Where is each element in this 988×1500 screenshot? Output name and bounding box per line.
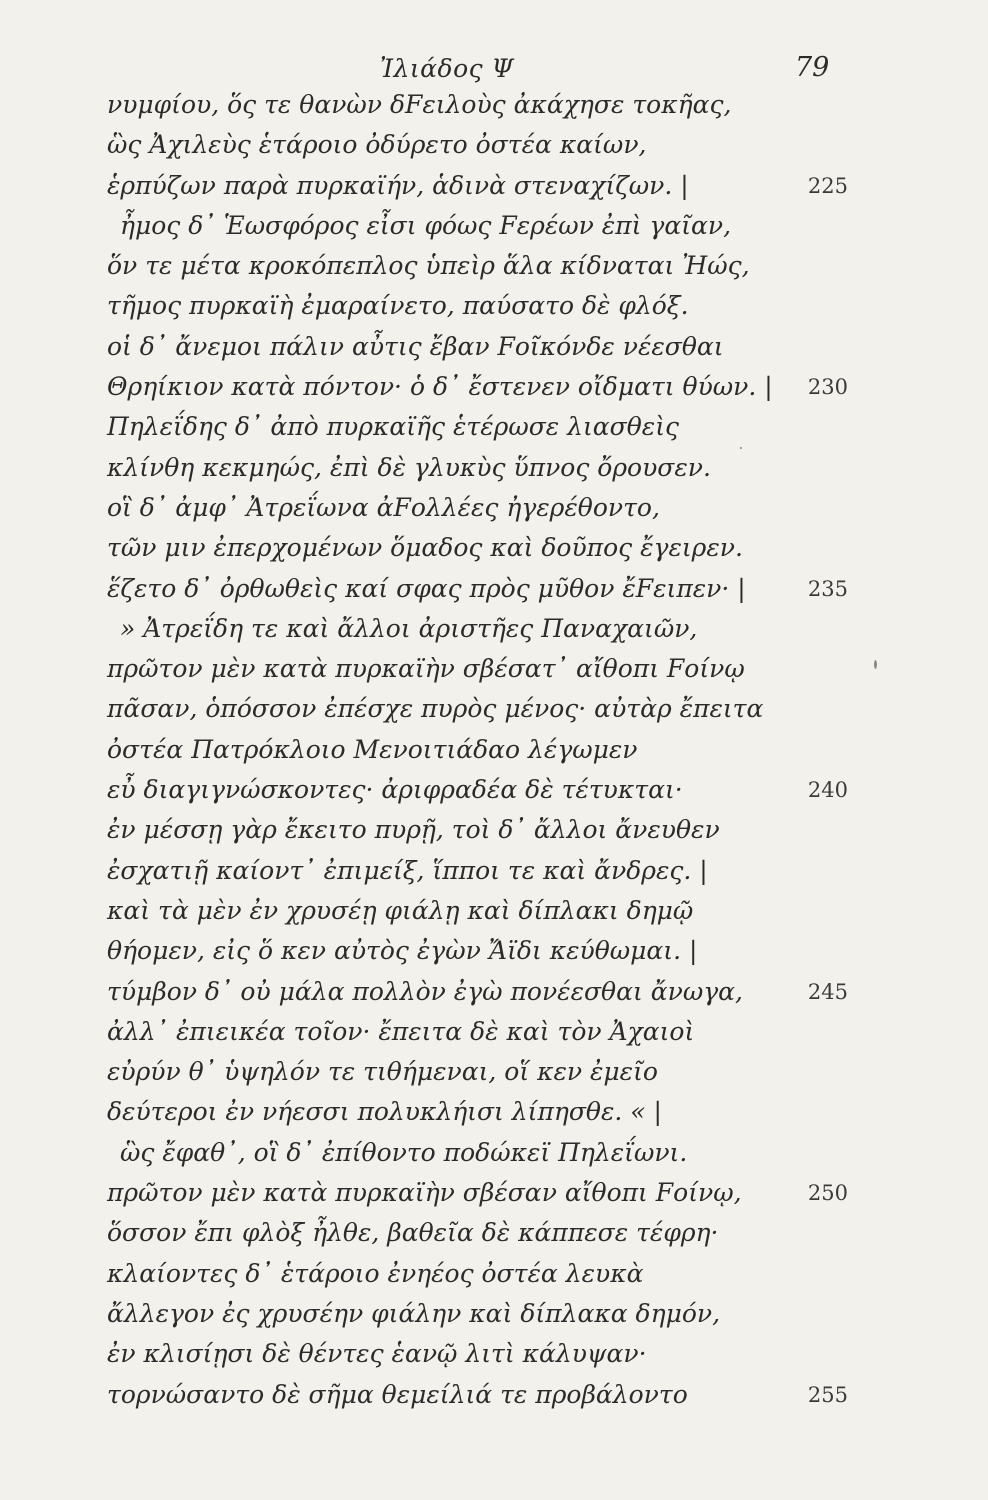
verse-line (0, 931, 988, 971)
verse-line (0, 1294, 988, 1334)
verse-text: ἑρπύζων παρὰ πυρκαϊήν, ἁδινὰ στεναχίζων. | (107, 170, 689, 200)
verse-text: οἱ δ᾽ ἄνεμοι πάλιν αὖτις ἔβαν Fοῖκόνδε νέεσθαι (107, 331, 724, 361)
verse-text: πρῶτον μὲν κατὰ πυρκαϊὴν σβέσαν αἴθοπι Fοίνῳ, (107, 1178, 742, 1208)
verse-text: καὶ τὰ μὲν ἐν χρυσέῃ φιάλῃ καὶ δίπλακι δημῷ (107, 895, 694, 925)
verse-text: ὅσσον ἔπι φλὸξ ἦλθε, βαθεῖα δὲ κάππεσε τέφρη· (107, 1218, 719, 1248)
verse-line (0, 327, 988, 367)
verse-line (0, 649, 988, 689)
verse-line (0, 1213, 988, 1253)
page-number: 79 (795, 52, 830, 83)
verse-text: δεύτεροι ἐν νήεσσι πολυκλήισι λίπησθε. « | (107, 1097, 662, 1127)
verse-line (0, 1173, 988, 1213)
verse-line (0, 488, 988, 528)
verse-line (0, 851, 988, 891)
verse-text: τῆμος πυρκαϊὴ ἐμαραίνετο, παύσατο δὲ φλόξ. (107, 291, 689, 321)
verse-text: ἐσχατιῇ καίοντ᾽ ἐπιμείξ, ἵπποι τε καὶ ἄνδρες. | (107, 855, 708, 885)
verse-text: κλαίοντες δ᾽ ἑτάροιο ἐνηέος ὀστέα λευκὰ (107, 1258, 644, 1288)
verse-text: » Ἀτρεΐδη τε καὶ ἄλλοι ἀριστῆες Παναχαιῶν, (120, 613, 698, 643)
verse-text: ὣς Ἀχιλεὺς ἑτάροιο ὀδύρετο ὀστέα καίων, (107, 130, 647, 160)
line-number: 240 (807, 778, 848, 803)
verse-text: τύμβον δ᾽ οὐ μάλα πολλὸν ἐγὼ πονέεσθαι ἄνωγα, (107, 976, 743, 1006)
verse-line (0, 1375, 988, 1415)
verse-text: ἄλλεγον ἐς χρυσέην φιάλην καὶ δίπλακα δημόν, (107, 1298, 721, 1328)
verse-line (0, 206, 988, 246)
verse-line (0, 407, 988, 447)
line-number: 235 (807, 576, 848, 601)
verse-line (0, 448, 988, 488)
verse-line (0, 286, 988, 326)
verse-text: ἐν κλισίῃσι δὲ θέντες ἑανῷ λιτὶ κάλυψαν· (107, 1339, 647, 1369)
verse-line (0, 609, 988, 649)
verse-line (0, 1052, 988, 1092)
verse-line (0, 972, 988, 1012)
verse-line (0, 891, 988, 931)
verse-line (0, 810, 988, 850)
verse-line (0, 125, 988, 165)
verse-line (0, 1012, 988, 1052)
paper-speck (740, 447, 742, 449)
verse-text: ἕζετο δ᾽ ὀρθωθεὶς καί σφας πρὸς μῦθον ἔFειπεν· | (107, 573, 746, 603)
verse-line (0, 85, 988, 125)
verse-line (0, 367, 988, 407)
verse-line (0, 1334, 988, 1374)
verse-line (0, 528, 988, 568)
verse-line (0, 730, 988, 770)
verse-text: εὖ διαγιγνώσκοντες· ἀριφραδέα δὲ τέτυκται· (107, 775, 683, 805)
verse-text: θήομεν, εἰς ὅ κεν αὐτὸς ἐγὼν Ἄϊδι κεύθωμαι. | (107, 936, 698, 966)
line-number: 245 (807, 979, 848, 1004)
verse-text: κλίνθη κεκμηώς, ἐπὶ δὲ γλυκὺς ὕπνος ὄρουσεν. (107, 452, 711, 482)
verse-line (0, 1133, 988, 1173)
paper-speck (874, 660, 877, 669)
verse-block (0, 85, 988, 1415)
verse-text: νυμφίου, ὅς τε θανὼν δFειλοὺς ἀκάχησε τοκῆας, (107, 90, 732, 119)
verse-text: πᾶσαν, ὁπόσσον ἐπέσχε πυρὸς μένος· αὐτὰρ ἔπειτα (107, 694, 764, 724)
running-header-title: Ἰλιάδος Ψ (380, 54, 515, 83)
verse-text: εὐρύν θ᾽ ὑψηλόν τε τιθήμεναι, οἵ κεν ἐμεῖο (107, 1057, 658, 1087)
verse-line (0, 569, 988, 609)
verse-text: Θρηίκιον κατὰ πόντον· ὁ δ᾽ ἔστενεν οἴδματι θύων. | (107, 372, 773, 402)
verse-line (0, 246, 988, 286)
line-number: 225 (807, 173, 848, 198)
verse-text: Πηλεΐδης δ᾽ ἀπὸ πυρκαϊῆς ἑτέρωσε λιασθεὶς (107, 412, 679, 442)
verse-line (0, 166, 988, 206)
line-number: 230 (807, 375, 848, 400)
verse-text: τορνώσαντο δὲ σῆμα θεμείλιά τε προβάλοντο (107, 1379, 688, 1409)
verse-line (0, 1254, 988, 1294)
verse-text: ὀστέα Πατρόκλοιο Μενοιτιάδαο λέγωμεν (107, 734, 638, 764)
verse-text: οἳ δ᾽ ἀμφ᾽ Ἀτρεΐωνα ἀFολλέες ἠγερέθοντο, (107, 492, 660, 522)
verse-text: ὣς ἔφαθ᾽, οἳ δ᾽ ἐπίθοντο ποδώκεϊ Πηλεΐωνι. (120, 1137, 688, 1167)
verse-text: τῶν μιν ἐπερχομένων ὅμαδος καὶ δοῦπος ἔγειρεν. (107, 533, 743, 563)
line-number: 250 (807, 1181, 848, 1206)
verse-line (0, 770, 988, 810)
verse-line (0, 689, 988, 729)
verse-text: ἦμος δ᾽ Ἑωσφόρος εἶσι φόως Fερέων ἐπὶ γαῖαν, (120, 210, 732, 240)
verse-line (0, 1092, 988, 1132)
verse-text: ὅν τε μέτα κροκόπεπλος ὑπεὶρ ἅλα κίδναται Ἠώς, (107, 251, 750, 281)
verse-text: ἀλλ᾽ ἐπιεικέα τοῖον· ἔπειτα δὲ καὶ τὸν Ἀχαιοὶ (107, 1016, 695, 1046)
verse-text: πρῶτον μὲν κατὰ πυρκαϊὴν σβέσατ᾽ αἴθοπι Fοίνῳ (107, 654, 745, 684)
verse-text: ἐν μέσσῃ γὰρ ἔκειτο πυρῇ, τοὶ δ᾽ ἄλλοι ἄνευθεν (107, 815, 720, 845)
line-number: 255 (807, 1382, 848, 1407)
